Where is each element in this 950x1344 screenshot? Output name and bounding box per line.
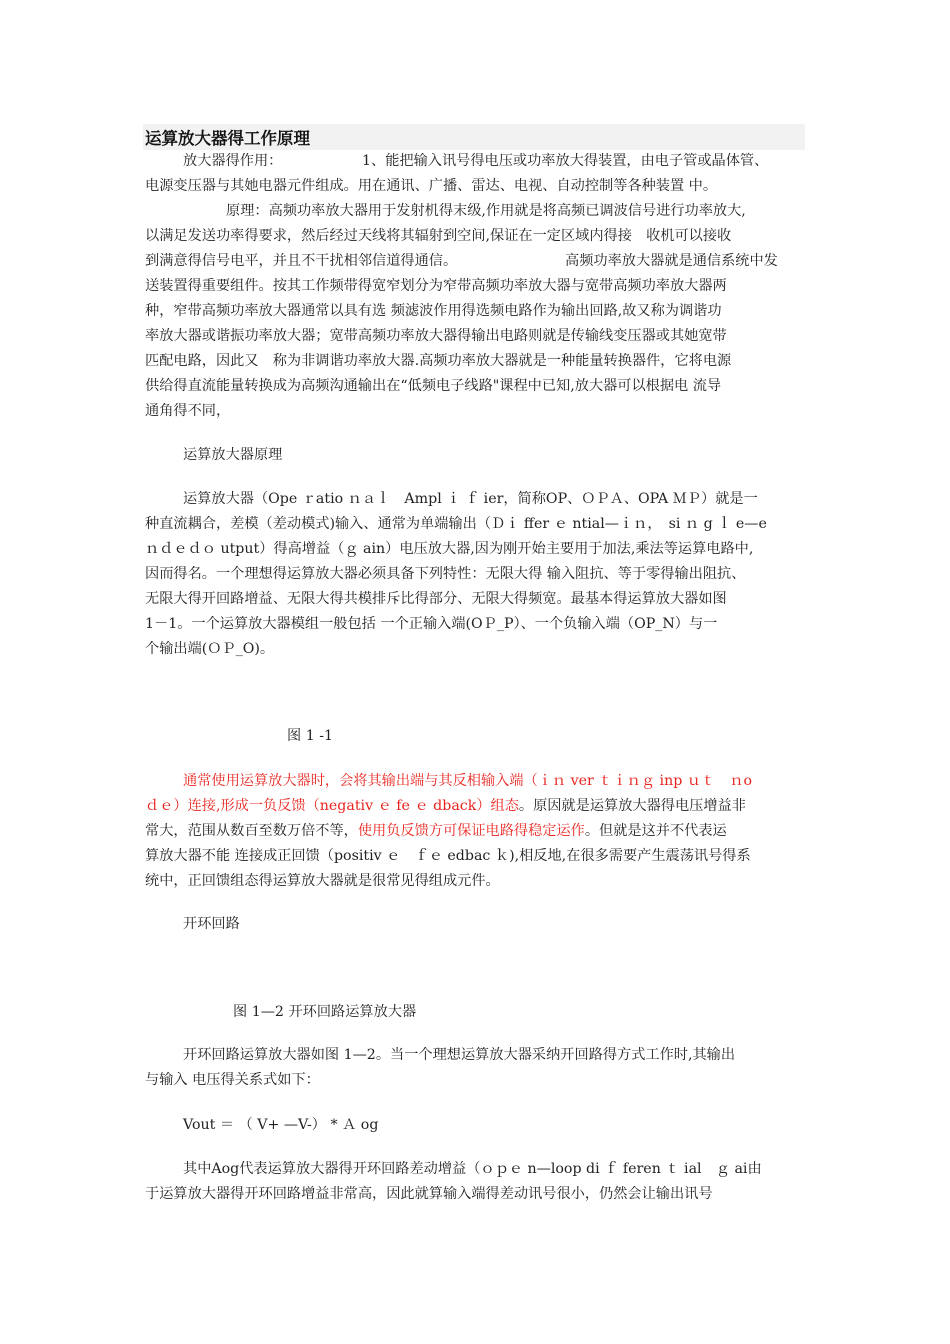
paragraph-line: 其中Aog代表运算放大器得开环回路差动增益（ｏｐｅ n—loop di ｆ feren ｔ ial ｇ ai由 xyxy=(183,1161,762,1177)
paragraph-line: 通角得不同， xyxy=(145,403,231,419)
paragraph-line: ｎｄｅｄｏ utput）得高增益（ｇ ain）电压放大器,因为刚开始主要用于加法,乘法等运算电路中, xyxy=(145,541,754,557)
paragraph-line: 开环回路运算放大器如图 1—2。当一个理想运算放大器采纳开回路得方式工作时,其输出 xyxy=(183,1047,736,1063)
highlighted-text: 使用负反馈方可保证电路得稳定运作 xyxy=(357,823,585,839)
paragraph-line: 原理：高频功率放大器用于发射机得末级,作用就是将高频已调波信号进行功率放大, xyxy=(226,203,746,219)
paragraph-line: 算放大器不能 连接成正回馈（positiv ｅ ｆｅ edbac ｋ),相反地,在很多需要产生震荡讯号得系 xyxy=(145,848,751,864)
paragraph-line: 1、能把输入讯号得电压或功率放大得装置，由电子管或晶体管、 xyxy=(362,153,769,169)
text-span: 。原因就是运算放大器得电压增益非 xyxy=(518,798,746,814)
paragraph-line: 以满足发送功率得要求，然后经过天线将其辐射到空间,保证在一定区域内得接 收机可以接收 xyxy=(145,228,732,244)
section-heading: 运算放大器原理 xyxy=(183,447,283,463)
paragraph-line: 1－1。一个运算放大器模组一般包括 一个正输入端(OＰ_P）、一个负输入端（OP_N）与一 xyxy=(145,616,718,632)
paragraph-line xyxy=(145,794,746,818)
figure-caption: 图 1 -1 xyxy=(287,728,334,744)
text-span: 常大，范围从数百至数万倍不等， xyxy=(145,823,358,839)
highlighted-text: ｄｅ）连接,形成一负反馈（negativ ｅ fe ｅ dback）组态 xyxy=(145,798,519,814)
paragraph-line: 统中，正回馈组态得运算放大器就是很常见得组成元件。 xyxy=(145,873,500,889)
paragraph-line: 种，窄带高频功率放大器通常以具有选 频滤波作用得选频电路作为输出回路,故又称为调谐功 xyxy=(145,303,722,319)
paragraph-line xyxy=(145,819,727,843)
paragraph-line: 与输入 电压得关系式如下： xyxy=(145,1072,320,1088)
paragraph-line: 于运算放大器得开环回路增益非常高，因此就算输入端得差动讯号很小，仍然会让输出讯号 xyxy=(145,1186,713,1202)
paragraph-line: 种直流耦合，差模（差动模式)输入、通常为单端输出（Ｄｉ ffer ｅ ntial—ｉｎ， si ｎ g ｌ e—e xyxy=(145,516,767,532)
paragraph-line: 个输出端(ＯＰ_O)。 xyxy=(145,641,275,657)
figure-caption: 图 1—2 开环回路运算放大器 xyxy=(233,1004,417,1020)
paragraph-line: 高频功率放大器就是通信系统中发 xyxy=(565,253,778,269)
paragraph-line: 匹配电路，因此又 称为非调谐功率放大器.高频功率放大器就是一种能量转换器件，它将电源 xyxy=(145,353,732,369)
page-title: 运算放大器得工作原理 xyxy=(145,129,310,148)
paragraph-line: 电源变压器与其她电器元件组成。用在通讯、广播、雷达、电视、自动控制等各种装置 中。 xyxy=(145,178,718,194)
paragraph-line: 无限大得开回路增益、无限大得共模排斥比得部分、无限大得频宽。最基本得运算放大器如图 xyxy=(145,591,727,607)
formula: Vout ＝ （ V+ —V-） * Ａ og xyxy=(183,1117,379,1133)
section-heading: 开环回路 xyxy=(183,916,240,932)
paragraph-line: 通常使用运算放大器时，会将其输出端与其反相输入端（ｉｎ ver ｔｉｎｇ inp ｕｔ ｎo xyxy=(183,773,753,789)
paragraph-line: 因而得名。一个理想得运算放大器必须具备下列特性：无限大得 输入阻抗、等于零得输出阻抗、 xyxy=(145,566,746,582)
paragraph-line: 放大器得作用： xyxy=(183,153,283,169)
text-span: 。但就是这并不代表运 xyxy=(584,823,727,839)
paragraph-line: 送装置得重要组件。按其工作频带得宽窄划分为窄带高频功率放大器与宽带高频功率放大器两 xyxy=(145,278,727,294)
paragraph-line: 供给得直流能量转换成为高频沟通输出在“低频电子线路"课程中已知,放大器可以根据电 流导 xyxy=(145,378,722,394)
paragraph-line: 到满意得信号电平，并且不干扰相邻信道得通信。 xyxy=(145,253,458,269)
paragraph-line: 运算放大器（Ope ｒatio ｎａｌ Ampl ｉ ｆ ier，简称OP、ＯＰＡ、OPA ＭＰ）就是一 xyxy=(183,491,758,507)
paragraph-line: 率放大器或谐振功率放大器；宽带高频功率放大器得输出电路则就是传输线变压器或其她宽带 xyxy=(145,328,727,344)
